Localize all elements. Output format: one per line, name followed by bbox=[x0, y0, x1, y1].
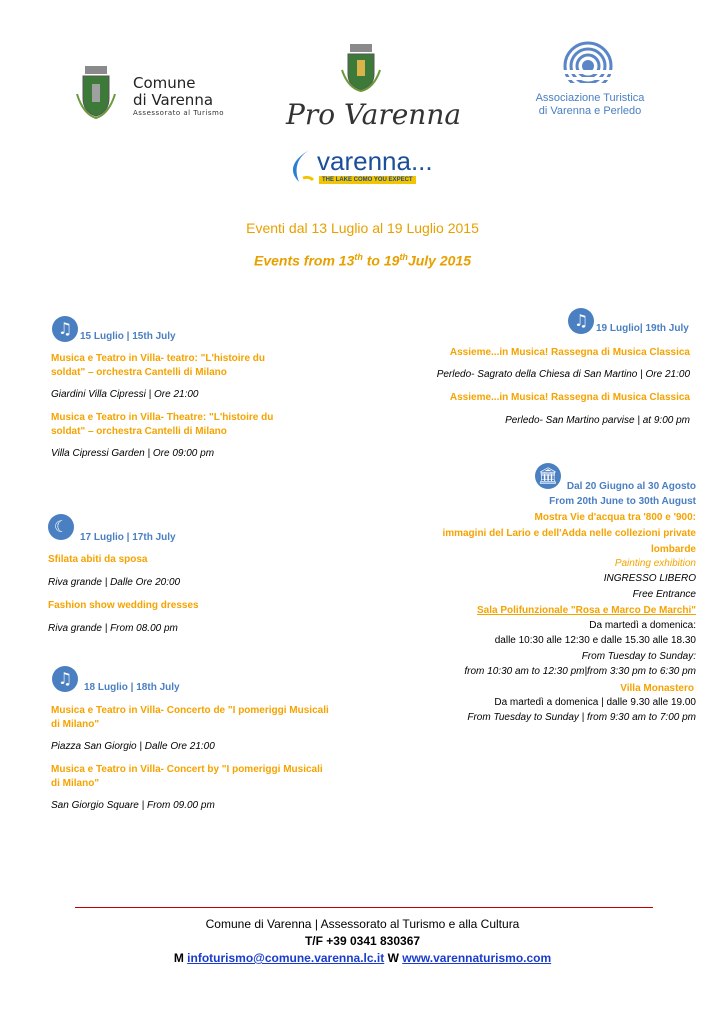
music-note-icon: ♫ bbox=[52, 666, 78, 692]
footer-line2: T/F +39 0341 830367 bbox=[304, 934, 421, 948]
associazione-logo bbox=[520, 40, 660, 120]
mostra-hours1-it-b: dalle 10:30 alle 12:30 e dalle 15.30 alle 18.30 bbox=[494, 635, 696, 646]
title-en-sup2: th bbox=[399, 252, 408, 262]
footer-divider bbox=[75, 907, 653, 908]
comune-crest-icon bbox=[75, 64, 117, 120]
varenna-logo-text: varenna... bbox=[317, 146, 433, 176]
mostra-date-it: Dal 20 Giugno al 30 Agosto bbox=[566, 481, 696, 492]
event-18-it-title: Musica e Teatro in Villa- Concerto de "I pomeriggi Musicali di Milano" bbox=[51, 705, 329, 730]
title-en-sup1: th bbox=[354, 252, 363, 262]
mostra-hours1-it-a: Da martedì a domenica: bbox=[589, 620, 696, 631]
mostra-title-line1: Mostra Vie d'acqua tra '800 e '900: bbox=[534, 512, 696, 523]
event-18-en-location: San Giorgio Square | From 09.00 pm bbox=[51, 800, 215, 811]
comune-logo bbox=[75, 64, 235, 120]
title-en-suffix: July 2015 bbox=[407, 252, 471, 269]
comune-logo-line3: Assessorato al Turismo bbox=[133, 109, 225, 117]
varenna-swoosh-icon bbox=[285, 148, 315, 184]
event-19-it-location: Perledo- Sagrato della Chiesa di San Martino | Ore 21:00 bbox=[436, 369, 690, 380]
event-date-18: 18 Luglio | 18th July bbox=[84, 682, 180, 693]
mostra-venue1: Sala Polifunzionale "Rosa e Marco De Marchi" bbox=[477, 605, 696, 616]
title-en-mid: to 19 bbox=[362, 252, 400, 269]
event-19-en-location: Perledo- San Martino parvise | at 9:00 pm bbox=[505, 415, 690, 426]
music-note-icon: ♫ bbox=[568, 308, 594, 334]
footer-m-label: M bbox=[173, 951, 188, 965]
mostra-hours1-en-a: From Tuesday to Sunday: bbox=[581, 651, 696, 662]
event-17-it-title: Sfilata abiti da sposa bbox=[48, 554, 148, 565]
event-17-en-location: Riva grande | From 08.00 pm bbox=[48, 623, 178, 634]
footer-web-link[interactable]: www.varennaturismo.com bbox=[402, 951, 552, 965]
moon-icon: ☾ bbox=[48, 514, 74, 540]
title-en-prefix: Events from 13 bbox=[253, 252, 355, 269]
pro-varenna-text: Pro Varenna bbox=[286, 98, 462, 131]
mostra-hours2-en: From Tuesday to Sunday | from 9:30 am to 7:00 pm bbox=[467, 712, 696, 723]
event-19-en-title: Assieme...in Musica! Rassegna di Musica Classica bbox=[449, 392, 690, 403]
mostra-hours1-en-b: from 10:30 am to 12:30 pm|from 3:30 pm to 6:30 pm bbox=[464, 666, 696, 677]
event-date-15: 15 Luglio | 15th July bbox=[80, 331, 176, 342]
event-17-it-location: Riva grande | Dalle Ore 20:00 bbox=[48, 577, 181, 588]
mostra-free-it: INGRESSO LIBERO bbox=[603, 573, 696, 584]
event-date-19: 19 Luglio| 19th July bbox=[596, 323, 689, 334]
associazione-line2: di Varenna e Perledo bbox=[538, 105, 642, 117]
title-italian: Eventi dal 13 Luglio al 19 Luglio 2015 bbox=[246, 220, 479, 236]
mostra-subtitle: Painting exhibition bbox=[614, 558, 696, 569]
associazione-line1: Associazione Turistica bbox=[535, 92, 645, 104]
mostra-title-line2: immagini del Lario e dell'Adda nelle collezioni private bbox=[442, 528, 696, 539]
footer-email-link[interactable]: infoturismo@comune.varenna.lc.it bbox=[187, 951, 385, 965]
event-date-17: 17 Luglio | 17th July bbox=[80, 532, 176, 543]
associazione-wave-icon bbox=[558, 40, 618, 88]
event-18-en-title: Musica e Teatro in Villa- Concert by "I pomeriggi Musicali di Milano" bbox=[51, 764, 323, 789]
comune-logo-line1: Comune bbox=[133, 74, 196, 92]
event-15-en-title: Musica e Teatro in Villa- Theatre: "L'histoire du soldat" – orchestra Cantelli di Milano bbox=[51, 412, 274, 437]
event-15-it-location: Giardini Villa Cipressi | Ore 21:00 bbox=[51, 389, 199, 400]
music-note-icon: ♫ bbox=[52, 316, 78, 342]
mostra-title-line3: lombarde bbox=[650, 544, 696, 555]
event-17-en-title: Fashion show wedding dresses bbox=[48, 600, 199, 611]
comune-logo-line2: di Varenna bbox=[133, 91, 214, 109]
event-19-it-title: Assieme...in Musica! Rassegna di Musica Classica bbox=[449, 347, 690, 358]
column-icon: 🏛 bbox=[535, 463, 561, 489]
title-english bbox=[0, 252, 725, 269]
mostra-date-en: From 20th June to 30th August bbox=[549, 496, 696, 507]
varenna-logo-tagline: THE LAKE COMO YOU EXPECT bbox=[319, 176, 416, 184]
pro-varenna-crest-icon bbox=[340, 42, 382, 92]
footer-w-label: W bbox=[384, 951, 403, 965]
event-15-en-location: Villa Cipressi Garden | Ore 09:00 pm bbox=[51, 448, 215, 459]
event-15-it-title: Musica e Teatro in Villa- teatro: "L'histoire du soldat" – orchestra Cantelli di Milano bbox=[51, 353, 266, 378]
pro-varenna-logo bbox=[282, 42, 462, 132]
mostra-venue2: Villa Monastero bbox=[620, 683, 694, 694]
footer-contacts bbox=[0, 950, 725, 966]
event-18-it-location: Piazza San Giorgio | Dalle Ore 21:00 bbox=[51, 741, 215, 752]
varenna-logo bbox=[285, 146, 445, 190]
mostra-free-en: Free Entrance bbox=[632, 589, 696, 600]
footer-line1: Comune di Varenna | Assessorato al Turismo e alla Cultura bbox=[205, 917, 520, 931]
mostra-hours2-it: Da martedì a domenica | dalle 9.30 alle 19.00 bbox=[494, 697, 696, 708]
